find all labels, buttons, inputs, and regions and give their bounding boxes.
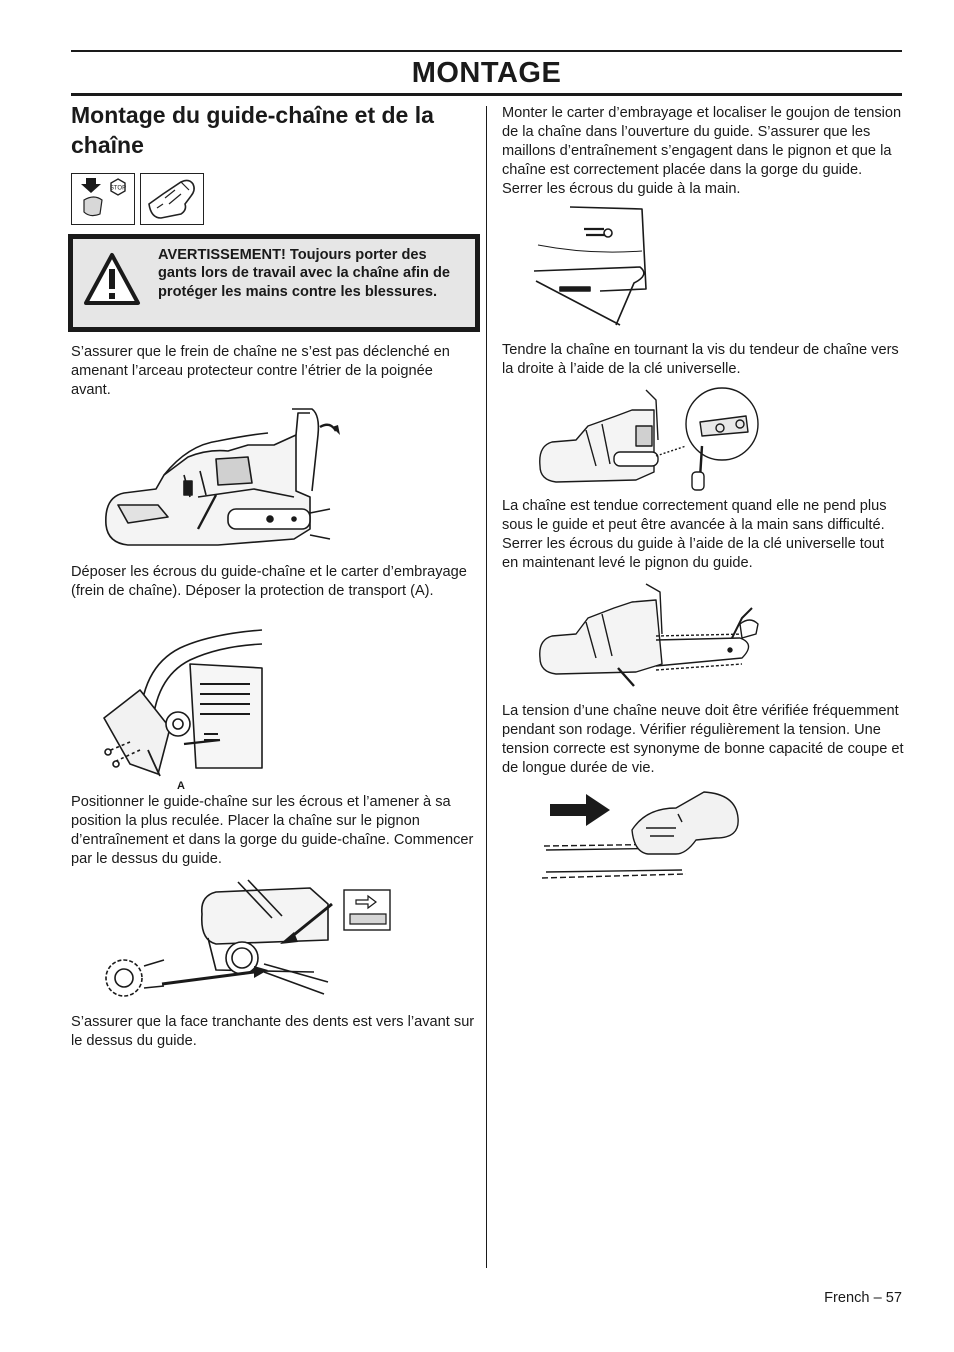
paragraph-check-new-chain: La tension d’une chaîne neuve doit être vérifiée fréquemment pendant son rodage. Vérifier régulièrement la tension. Une tension correcte est synonyme de bonne capacité de coupe et de longue durée de vie. (502, 703, 904, 776)
paragraph-mount-clutch-cover: Monter le carter d’embrayage et localiser le goujon de tension de la chaîne dans l’ouverture du guide. S’assurer que les maillons d’entraînement s’engagent dans le pignon et que la chaîne est correctement placée dans la gorge du guide. Serrer les écrous du guide à la main. (502, 105, 902, 197)
warning-box (68, 234, 480, 332)
paragraph-remove-nuts: Déposer les écrous du guide-chaîne et le carter d’embrayage (frein de chaîne). Déposer la protection de transport (A). (71, 564, 467, 599)
warning-triangle-icon (83, 251, 141, 307)
column-divider (486, 106, 487, 1268)
chainsaw-brake-illustration (98, 405, 343, 563)
paragraph-position-bar: Positionner le guide-chaîne sur les écrous et l’amener à sa position la plus reculée. Placer la chaîne sur le pignon d’entraînement et dans la gorge du guide-chaîne. Commencer par le dessus du guide. (71, 794, 474, 867)
tighten-nuts-hand-illustration (530, 205, 660, 333)
paragraph-chain-brake: S’assurer que le frein de chaîne ne s’est pas déclenché en amenant l’arceau protecteur contre l’étrier de la poignée avant. (71, 344, 450, 398)
pull-chain-glove-illustration (536, 788, 746, 888)
figure-label-a: A (177, 780, 185, 792)
stop-brake-icon (71, 173, 135, 225)
lift-bar-tip-illustration (536, 578, 766, 690)
paragraph-tension-chain: Tendre la chaîne en tournant la vis du tendeur de chaîne vers la droite à l’aide de la clé universelle. (502, 342, 899, 377)
protective-glove-icon (140, 173, 204, 225)
page-header-title: MONTAGE (411, 57, 562, 89)
header-rule (71, 93, 902, 96)
paragraph-chain-correct-tension: La chaîne est tendue correctement quand elle ne pend plus sous le guide et peut être avancée à la main sans difficulté. Serrer les écrous du guide à l’aide de la clé universelle tout en maintenant levé le pignon du guide. (502, 498, 887, 571)
page-footer: French – 57 (824, 1290, 902, 1306)
chain-placement-illustration (104, 878, 396, 1008)
top-rule (71, 50, 902, 52)
tensioner-screw-illustration (536, 386, 766, 492)
remove-cover-illustration (100, 628, 268, 794)
warning-text: AVERTISSEMENT! Toujours porter des gants lors de travail avec la chaîne afin de protéger les mains contre les blessures. (158, 247, 450, 300)
svg-text:STOP: STOP (109, 185, 127, 192)
paragraph-cutting-teeth: S’assurer que la face tranchante des dents est vers l’avant sur le dessus du guide. (71, 1014, 475, 1049)
section-title: Montage du guide-chaîne et de la chaîne (71, 102, 434, 158)
